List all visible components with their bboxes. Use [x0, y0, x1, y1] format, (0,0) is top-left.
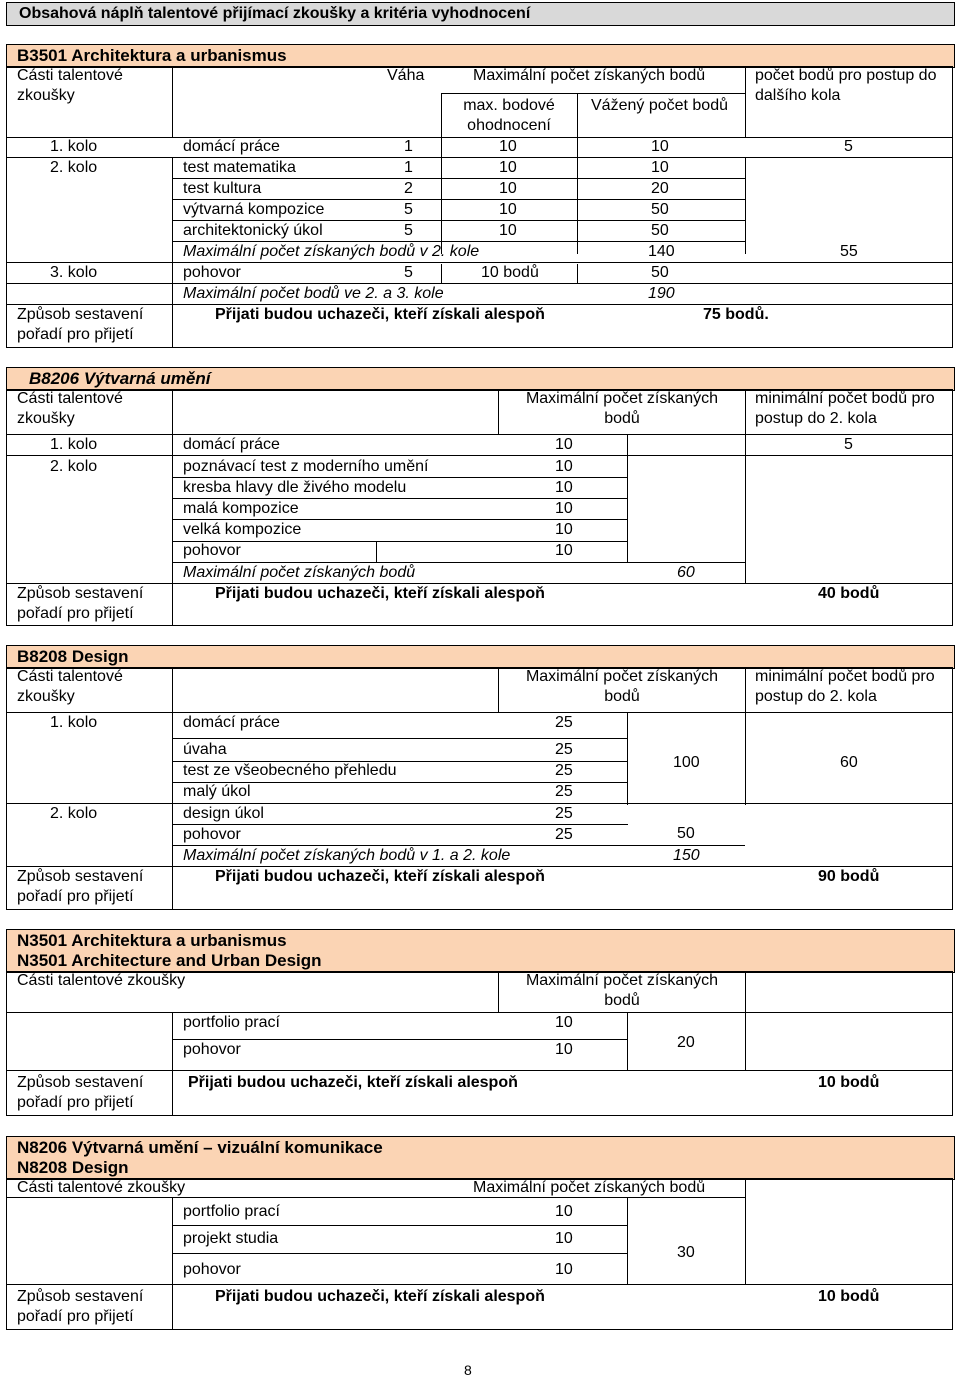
- round-label: 1. kolo: [50, 138, 98, 155]
- divider: [627, 1198, 628, 1284]
- section-subtitle: N8208 Design: [17, 1158, 129, 1177]
- round-total: 100: [673, 754, 700, 771]
- divider: [577, 94, 578, 254]
- max-value: 25: [555, 762, 573, 779]
- section-title-bar: [6, 1136, 955, 1180]
- max-value: 10: [555, 521, 573, 538]
- max-value: 25: [555, 741, 573, 758]
- sum-label: Maximální počet získaných bodů: [183, 564, 416, 581]
- section-title-bar: [6, 929, 955, 973]
- column-header-min-points: minimální počet bodů pro postup do 2. kola: [755, 668, 935, 705]
- round-label: 2. kolo: [50, 805, 98, 822]
- divider: [172, 1253, 628, 1254]
- order-label: Způsob sestavení pořadí pro přijetí: [17, 306, 144, 343]
- section-title: B8208 Design: [17, 647, 129, 666]
- item-label: test ze všeobecného přehledu: [183, 762, 397, 779]
- weight-value: 5: [404, 201, 413, 218]
- divider: [498, 389, 499, 435]
- item-label: pohovor: [183, 264, 241, 281]
- divider: [627, 767, 628, 805]
- divider: [6, 1012, 953, 1013]
- divider: [627, 713, 628, 767]
- divider: [6, 1070, 953, 1071]
- max-value: 10: [555, 1041, 573, 1058]
- divider: [172, 389, 173, 626]
- acceptance-text: Přijati budou uchazeči, kteří získali alespoň: [215, 1288, 545, 1305]
- item-label: test matematika: [183, 159, 296, 176]
- divider: [745, 667, 746, 713]
- item-label: pohovor: [183, 1261, 241, 1278]
- divider: [6, 1284, 953, 1285]
- item-label: portfolio prací: [183, 1203, 280, 1220]
- item-label: design úkol: [183, 805, 264, 822]
- item-label: architektonický úkol: [183, 222, 323, 239]
- divider: [6, 262, 953, 263]
- weight-value: 5: [404, 264, 413, 281]
- column-header-max-points: Maximální počet získaných bodů: [473, 1179, 706, 1196]
- divider: [6, 803, 953, 804]
- round-label: 3. kolo: [50, 264, 98, 281]
- acceptance-value: 90 bodů: [818, 868, 880, 885]
- divider: [6, 434, 953, 435]
- order-label: Způsob sestavení pořadí pro přijetí: [17, 868, 144, 905]
- column-header-max-points: Maximální počet získaných bodů: [473, 67, 706, 84]
- order-label: Způsob sestavení pořadí pro přijetí: [17, 1288, 144, 1325]
- max-value: 10: [555, 1203, 573, 1220]
- divider: [6, 157, 953, 158]
- max-value: 10: [555, 479, 573, 496]
- column-header-parts: Části talentové zkoušky: [17, 67, 123, 104]
- max-value: 10: [555, 458, 573, 475]
- sum-label: Maximální počet bodů ve 2. a 3. kole: [183, 285, 444, 302]
- item-label: domácí práce: [183, 436, 280, 453]
- item-label: velká kompozice: [183, 521, 302, 538]
- item-label: pohovor: [183, 542, 241, 559]
- divider: [441, 93, 745, 94]
- max-value: 25: [555, 714, 573, 731]
- column-header-parts: Části talentové zkoušky: [17, 972, 186, 989]
- total-value: 30: [677, 1244, 695, 1261]
- sum-value: 60: [677, 564, 695, 581]
- sum-label: Maximální počet získaných bodů v 2. kole: [183, 243, 480, 260]
- weighted-value: 10: [651, 159, 669, 176]
- item-label: poznávací test z moderního umění: [183, 458, 429, 475]
- divider: [376, 541, 377, 563]
- weighted-value: 50: [651, 264, 669, 281]
- max-value: 10: [499, 180, 517, 197]
- weighted-value: 10: [651, 138, 669, 155]
- divider: [172, 1198, 173, 1330]
- divider: [172, 1225, 628, 1226]
- acceptance-value: 10 bodů: [818, 1074, 880, 1091]
- sum-value: 150: [673, 847, 700, 864]
- divider: [745, 66, 746, 138]
- column-header-max-eval: max. bodové ohodnocení: [463, 97, 555, 134]
- order-label: Způsob sestavení pořadí pro přijetí: [17, 1074, 144, 1111]
- acceptance-text: Přijati budou uchazeči, kteří získali alespoň: [188, 1074, 518, 1091]
- section-title: N3501 Architektura a urbanismus: [17, 931, 287, 950]
- max-value: 10: [499, 138, 517, 155]
- acceptance-value: 10 bodů: [818, 1288, 880, 1305]
- item-label: test kultura: [183, 180, 262, 197]
- item-label: malý úkol: [183, 783, 251, 800]
- divider: [745, 1178, 746, 1284]
- divider: [6, 455, 953, 456]
- round-label: 1. kolo: [50, 714, 98, 731]
- column-header-parts: Části talentové zkoušky: [17, 1179, 186, 1196]
- section-title-bar: [6, 367, 955, 391]
- acceptance-value: 40 bodů: [818, 585, 880, 602]
- section-title-bar: [6, 44, 955, 68]
- item-label: úvaha: [183, 741, 227, 758]
- max-value: 10: [555, 1261, 573, 1278]
- advance-value: 5: [844, 138, 853, 155]
- divider: [745, 456, 746, 584]
- max-value: 25: [555, 826, 573, 843]
- divider: [172, 738, 628, 739]
- order-label: Způsob sestavení pořadí pro přijetí: [17, 585, 144, 622]
- acceptance-text: Přijati budou uchazeči, kteří získali alespoň: [215, 306, 545, 323]
- column-header-max-points: Maximální počet získaných bodů: [525, 668, 719, 705]
- divider: [6, 712, 953, 713]
- divider: [6, 137, 953, 138]
- document-title: Obsahová náplň talentové přijímací zkoušky a kritéria vyhodnocení: [19, 5, 531, 22]
- divider: [745, 713, 746, 805]
- item-label: pohovor: [183, 826, 241, 843]
- round-total: 50: [677, 825, 695, 842]
- weighted-value: 50: [651, 201, 669, 218]
- max-value: 10: [555, 436, 573, 453]
- max-value: 10: [499, 159, 517, 176]
- weight-value: 2: [404, 180, 413, 197]
- advance-value: 55: [840, 243, 858, 260]
- column-header-min-points: minimální počet bodů pro postup do 2. kola: [755, 390, 935, 427]
- divider: [745, 971, 746, 1071]
- column-header-max-points: Maximální počet získaných bodů: [525, 390, 719, 427]
- max-value: 25: [555, 805, 573, 822]
- acceptance-value: 75 bodů.: [703, 306, 769, 323]
- divider: [172, 1013, 173, 1116]
- round-label: 1. kolo: [50, 436, 98, 453]
- item-label: výtvarná kompozice: [183, 201, 325, 218]
- item-label: domácí práce: [183, 138, 280, 155]
- min-value: 5: [844, 436, 853, 453]
- divider: [172, 305, 173, 348]
- item-label: portfolio prací: [183, 1014, 280, 1031]
- document-header: [6, 2, 955, 26]
- sum-value: 140: [648, 243, 675, 260]
- max-value: 10: [555, 500, 573, 517]
- divider: [441, 94, 442, 254]
- column-header-weight: Váha: [387, 67, 425, 84]
- max-value: 10: [555, 1230, 573, 1247]
- column-header-advance: počet bodů pro postup do dalšího kola: [755, 67, 937, 104]
- section-title: B3501 Architektura a urbanismus: [17, 46, 287, 65]
- section-title-bar: [6, 645, 955, 669]
- column-header-max-points: Maximální počet získaných bodů: [525, 972, 719, 1009]
- acceptance-text: Přijati budou uchazeči, kteří získali alespoň: [215, 585, 545, 602]
- sum-label: Maximální počet získaných bodů v 1. a 2. kole: [183, 847, 511, 864]
- divider: [172, 667, 173, 910]
- weighted-value: 50: [651, 222, 669, 239]
- section-title: N8206 Výtvarná umění – vizuální komunikace: [17, 1138, 383, 1157]
- divider: [745, 435, 746, 455]
- max-value: 10: [499, 222, 517, 239]
- min-value: 60: [840, 754, 858, 771]
- item-label: pohovor: [183, 1041, 241, 1058]
- weight-value: 5: [404, 222, 413, 239]
- divider: [6, 283, 953, 284]
- page-number: 8: [464, 1362, 472, 1378]
- max-value: 10 bodů: [481, 264, 539, 281]
- divider: [172, 66, 173, 138]
- section-subtitle: N3501 Architecture and Urban Design: [17, 951, 322, 970]
- divider: [745, 158, 746, 254]
- max-value: 10: [555, 542, 573, 559]
- max-value: 10: [499, 201, 517, 218]
- column-header-weighted: Vážený počet bodů: [591, 97, 728, 114]
- sum-value: 190: [648, 285, 675, 302]
- max-value: 25: [555, 783, 573, 800]
- weight-value: 1: [404, 138, 413, 155]
- max-value: 10: [555, 1014, 573, 1031]
- divider: [441, 264, 442, 284]
- column-header-parts: Části talentové zkoušky: [17, 390, 123, 427]
- column-header-parts: Části talentové zkoušky: [17, 668, 123, 705]
- section-title: B8206 Výtvarná umění: [29, 369, 211, 388]
- item-label: projekt studia: [183, 1230, 279, 1247]
- item-label: malá kompozice: [183, 500, 299, 517]
- divider: [577, 264, 578, 284]
- round-label: 2. kolo: [50, 458, 98, 475]
- total-value: 20: [677, 1034, 695, 1051]
- weighted-value: 20: [651, 180, 669, 197]
- item-label: kresba hlavy dle živého modelu: [183, 479, 407, 496]
- acceptance-text: Přijati budou uchazeči, kteří získali alespoň: [215, 868, 545, 885]
- round-label: 2. kolo: [50, 159, 98, 176]
- item-label: domácí práce: [183, 714, 280, 731]
- divider: [745, 389, 746, 435]
- divider: [498, 971, 499, 1013]
- divider: [498, 667, 499, 713]
- weight-value: 1: [404, 159, 413, 176]
- divider: [627, 1013, 628, 1071]
